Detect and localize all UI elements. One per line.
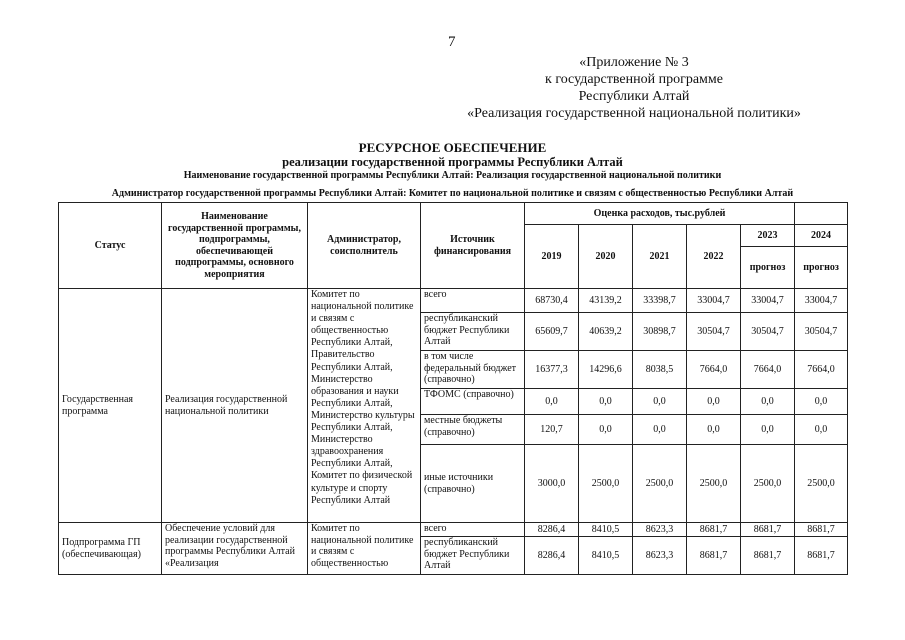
value-cell: 8286,4 [525, 523, 579, 537]
value-cell: 7664,0 [687, 351, 741, 389]
resource-table [58, 202, 848, 575]
value-cell: 8681,7 [741, 537, 795, 575]
header-estimate: Оценка расходов, тыс.рублей [525, 203, 795, 225]
value-cell: 2500,0 [741, 445, 795, 523]
sub-name: Обеспечение условий для реализации государственной программы Республики Алтай «Реализация [162, 523, 308, 575]
gp-name: Реализация государственной национальной политики [162, 289, 308, 523]
value-cell: 65609,7 [525, 313, 579, 351]
header-blank-cell [795, 203, 848, 225]
value-cell: 0,0 [687, 389, 741, 415]
value-cell: 30898,7 [633, 313, 687, 351]
source-cell: местные бюджеты (справочно) [421, 415, 525, 445]
sub-admin: Комитет по национальной политике и связям с общественностью [308, 523, 421, 575]
value-cell: 8623,3 [633, 523, 687, 537]
header-year: 2021 [633, 225, 687, 289]
source-cell: республиканский бюджет Республики Алтай [421, 537, 525, 575]
appendix-line-2: к государственной программе [545, 72, 723, 87]
value-cell: 8681,7 [687, 523, 741, 537]
value-cell: 2500,0 [633, 445, 687, 523]
value-cell: 0,0 [525, 389, 579, 415]
value-cell: 16377,3 [525, 351, 579, 389]
value-cell: 14296,6 [579, 351, 633, 389]
value-cell: 8286,4 [525, 537, 579, 575]
value-cell: 30504,7 [741, 313, 795, 351]
value-cell: 33398,7 [633, 289, 687, 313]
value-cell: 7664,0 [741, 351, 795, 389]
value-cell: 0,0 [579, 415, 633, 445]
document-title: РЕСУРСНОЕ ОБЕСПЕЧЕНИЕ [358, 140, 547, 155]
source-cell: республиканский бюджет Республики Алтай [421, 313, 525, 351]
appendix-line-4: «Реализация государственной национальной политики» [467, 106, 801, 121]
value-cell: 0,0 [633, 415, 687, 445]
administrator-line: Администратор государственной программы Республики Алтай: Комитет по национальной политике и связям с общественностью Республики Алтай [111, 188, 794, 199]
header-source: Источник финансирования [421, 203, 525, 289]
value-cell: 68730,4 [525, 289, 579, 313]
value-cell: 8038,5 [633, 351, 687, 389]
header-year: 2022 [687, 225, 741, 289]
value-cell: 8681,7 [795, 537, 848, 575]
value-cell: 0,0 [741, 389, 795, 415]
value-cell: 33004,7 [795, 289, 848, 313]
appendix-heading [420, 54, 848, 122]
value-cell: 2500,0 [795, 445, 848, 523]
header-status: Статус [59, 203, 162, 289]
value-cell: 0,0 [579, 389, 633, 415]
gp-admin: Комитет по национальной политике и связям с общественностью Республики Алтай, Правительство Республики Алтай, Министерство образования и науки Республики Алтай, Министерство культуры Республики Алтай, Министерство здравоохранения Республики Алтай, Комитет по физической культуре и спорту Республики Алтай [308, 289, 421, 523]
page-number: 7 [448, 34, 456, 50]
value-cell: 43139,2 [579, 289, 633, 313]
appendix-line-1: «Приложение № 3 [579, 55, 689, 70]
header-admin: Администратор, соисполнитель [308, 203, 421, 289]
value-cell: 2500,0 [579, 445, 633, 523]
header-year: 2024 [795, 225, 848, 247]
sub-status: Подпрограмма ГП (обеспечивающая) [59, 523, 162, 575]
value-cell: 0,0 [741, 415, 795, 445]
value-cell: 8410,5 [579, 537, 633, 575]
value-cell: 8623,3 [633, 537, 687, 575]
gp-status: Государственная программа [59, 289, 162, 523]
value-cell: 33004,7 [741, 289, 795, 313]
value-cell: 33004,7 [687, 289, 741, 313]
appendix-line-3: Республики Алтай [578, 89, 690, 104]
header-year: 2019 [525, 225, 579, 289]
value-cell: 40639,2 [579, 313, 633, 351]
value-cell: 8681,7 [795, 523, 848, 537]
header-forecast: прогноз [741, 247, 795, 289]
value-cell: 0,0 [633, 389, 687, 415]
value-cell: 2500,0 [687, 445, 741, 523]
source-cell: всего [421, 289, 525, 313]
source-cell: всего [421, 523, 525, 537]
value-cell: 7664,0 [795, 351, 848, 389]
value-cell: 0,0 [687, 415, 741, 445]
source-cell: иные источники (справочно) [421, 445, 525, 523]
value-cell: 8681,7 [687, 537, 741, 575]
document-subtitle: реализации государственной программы Республики Алтай [282, 155, 623, 169]
value-cell: 0,0 [795, 389, 848, 415]
value-cell: 3000,0 [525, 445, 579, 523]
value-cell: 8410,5 [579, 523, 633, 537]
value-cell: 120,7 [525, 415, 579, 445]
value-cell: 30504,7 [795, 313, 848, 351]
value-cell: 30504,7 [687, 313, 741, 351]
value-cell: 0,0 [795, 415, 848, 445]
value-cell: 8681,7 [741, 523, 795, 537]
header-year: 2020 [579, 225, 633, 289]
header-forecast: прогноз [795, 247, 848, 289]
header-name: Наименование государственной программы, подпрограммы, обеспечивающей подпрограммы, основного мероприятия [162, 203, 308, 289]
source-cell: в том числе федеральный бюджет (справочно) [421, 351, 525, 389]
header-year: 2023 [741, 225, 795, 247]
program-name-line: Наименование государственной программы Республики Алтай: Реализация государственной национальной политики [183, 170, 722, 181]
source-cell: ТФОМС (справочно) [421, 389, 525, 415]
